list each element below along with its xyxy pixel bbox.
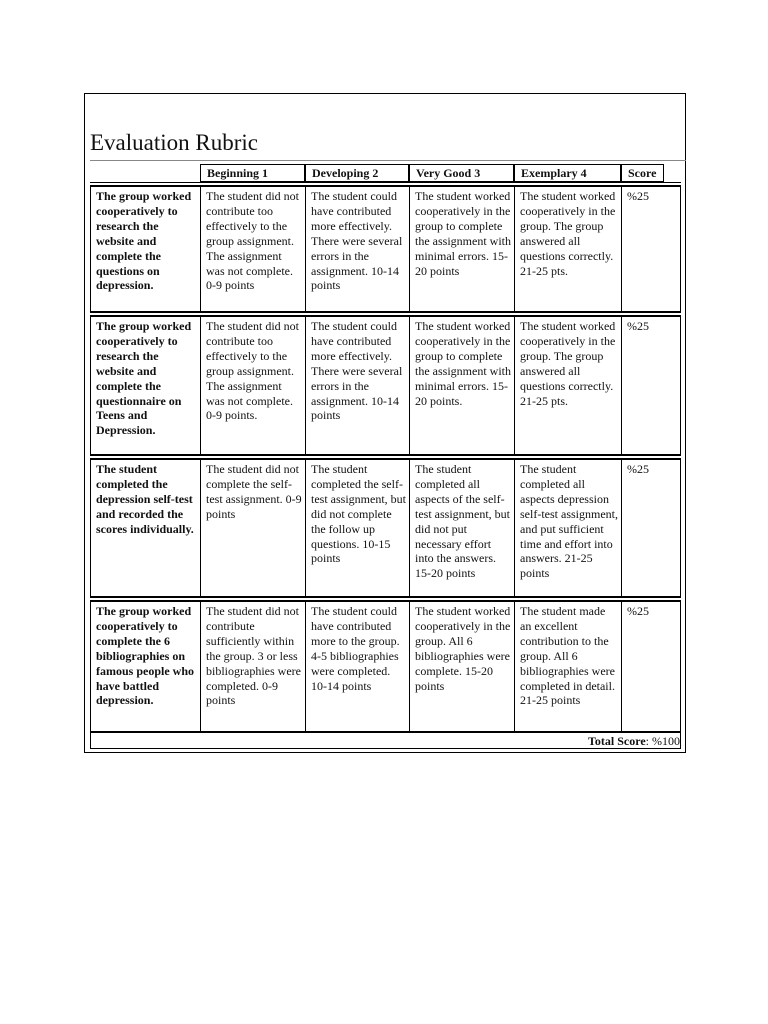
table-row [90,316,681,455]
very-good-cell: The student worked cooperatively in the group to complete the assignment with minimal errors. 15-20 points [410,187,515,311]
header-very-good: Very Good 3 [409,164,514,182]
page-title: Evaluation Rubric [90,130,258,155]
beginning-cell: The student did not contribute sufficiently within the group. 3 or less bibliographies were completed. 0-9 points [201,602,306,731]
criterion-cell: The student completed the depression self-test and recorded the scores individually. [91,460,201,596]
total-score [588,734,680,749]
exemplary-cell: The student completed all aspects depression self-test assignment, and put sufficient time and effort into answers. 21-25 points [515,460,622,596]
very-good-cell: The student worked cooperatively in the group. All 6 bibliographies were complete. 15-20 points [410,602,515,731]
exemplary-cell: The student worked cooperatively in the group. The group answered all questions correctly. 21-25 pts. [515,187,622,311]
table-row [90,601,681,732]
total-score-value: %100 [652,734,680,748]
criterion-cell: The group worked cooperatively to research the website and complete the questionnaire on Teens and Depression. [91,317,201,454]
developing-cell: The student could have contributed more effectively. There were several errors in the assignment. 10-14 points [306,187,410,311]
header-developing: Developing 2 [305,164,409,182]
beginning-cell: The student did not complete the self-test assignment. 0-9 points [201,460,306,596]
table-row [90,186,681,312]
score-cell: %25 [627,604,649,618]
score-cell: %25 [627,462,649,476]
total-score-label: Total Score [587,734,646,748]
header-beginning: Beginning 1 [200,164,305,182]
very-good-cell: The student completed all aspects of the self-test assignment, but did not put necessary effort into the answers. 15-20 points [410,460,515,596]
beginning-cell: The student did not contribute too effectively to the group assignment. The assignment was not complete. 0-9 points [201,187,306,311]
developing-cell: The student completed the self-test assignment, but did not complete the follow up questions. 10-15 points [306,460,410,596]
very-good-cell: The student worked cooperatively in the group to complete the assignment with minimal errors. 15-20 points. [410,317,515,454]
exemplary-cell: The student worked cooperatively in the group. The group answered all questions correctly. 21-25 pts. [515,317,622,454]
criterion-cell: The group worked cooperatively to complete the 6 bibliographies on famous people who have battled depression. [91,602,201,731]
table-row [90,459,681,597]
score-cell: %25 [627,319,649,333]
header-score: Score [621,164,664,182]
exemplary-cell: The student made an excellent contribution to the group. All 6 bibliographies were completed in detail. 21-25 points [515,602,622,731]
score-cell: %25 [627,189,649,203]
total-score-separator: : [645,734,652,748]
title-divider [90,160,686,161]
criterion-cell: The group worked cooperatively to research the website and complete the questions on depression. [91,187,201,311]
beginning-cell: The student did not contribute too effectively to the group assignment. The assignment was not complete. 0-9 points. [201,317,306,454]
developing-cell: The student could have contributed more to the group. 4-5 bibliographies were completed. 10-14 points [306,602,410,731]
header-exemplary: Exemplary 4 [514,164,621,182]
developing-cell: The student could have contributed more effectively. There were several errors in the assignment. 10-14 points [306,317,410,454]
